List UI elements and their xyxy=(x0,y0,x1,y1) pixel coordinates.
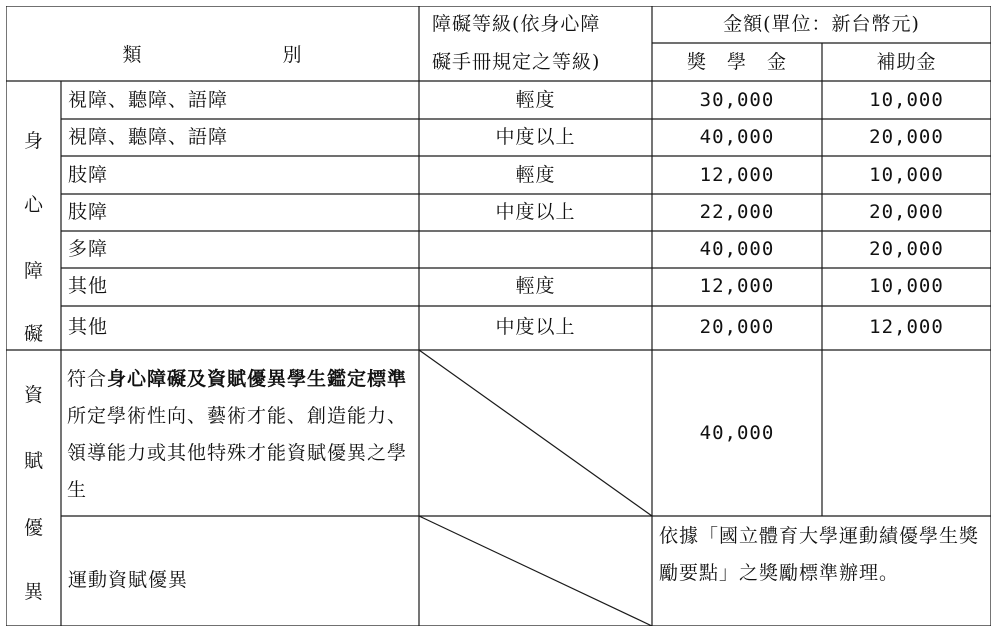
header-level-line2: 礙手冊規定之等級) xyxy=(432,51,601,73)
criteria-standard: 身心障礙及資賦優異學生鑑定標準 xyxy=(107,368,408,390)
criteria-suffix: 所定學術性向、藝術才能、創造能力、領導能力或其他特殊才能資賦優異之學生 xyxy=(67,405,408,501)
sports-gifted-category: 運動資賦優異 xyxy=(68,569,189,591)
header-amount: 金額(單位：新台幣元) xyxy=(723,13,920,35)
row-subsidy: 20,000 xyxy=(869,126,944,148)
row-category: 其他 xyxy=(68,316,109,338)
group-disability-label xyxy=(6,81,61,350)
group-gifted-label xyxy=(6,350,61,626)
row-subsidy: 10,000 xyxy=(869,164,944,186)
scholarship-table xyxy=(6,6,991,626)
header-level-line1: 障礙等級(依身心障 xyxy=(432,13,601,35)
row-category: 肢障 xyxy=(68,201,109,223)
group-char: 障 xyxy=(23,260,43,282)
group-char: 礙 xyxy=(23,323,43,345)
row-scholarship: 20,000 xyxy=(699,316,775,338)
row-category: 其他 xyxy=(68,275,109,297)
header-subsidy: 補助金 xyxy=(876,51,937,73)
gifted-criteria-text xyxy=(67,361,417,509)
sports-gifted-note: 依據「國立體育大學運動績優學生獎勵要點」之獎勵標準辦理。 xyxy=(659,525,980,584)
group-char: 賦 xyxy=(23,450,43,472)
row-subsidy: 10,000 xyxy=(869,275,944,297)
row-category: 多障 xyxy=(68,238,109,260)
group-char: 身 xyxy=(23,130,43,152)
row-category: 視障、聽障、語障 xyxy=(68,89,229,111)
group-char: 異 xyxy=(23,581,43,603)
row-category: 視障、聽障、語障 xyxy=(68,126,229,148)
row-scholarship: 40,000 xyxy=(699,126,775,148)
row-subsidy: 10,000 xyxy=(869,89,944,111)
row-level: 中度以上 xyxy=(495,316,576,338)
row-category: 肢障 xyxy=(68,164,109,186)
group-char: 資 xyxy=(23,384,43,406)
row-level: 中度以上 xyxy=(495,126,576,148)
row-level: 輕度 xyxy=(515,164,556,186)
row-scholarship: 12,000 xyxy=(699,275,775,297)
row-level: 輕度 xyxy=(515,89,556,111)
row-subsidy: 12,000 xyxy=(869,316,944,338)
row-subsidy: 20,000 xyxy=(869,238,944,260)
group-char: 心 xyxy=(23,194,43,216)
criteria-prefix: 符合 xyxy=(67,368,108,390)
group-char: 優 xyxy=(23,517,43,539)
row-scholarship: 40,000 xyxy=(699,238,775,260)
row-scholarship: 22,000 xyxy=(699,201,775,223)
gifted-scholarship: 40,000 xyxy=(699,422,775,444)
row-subsidy: 20,000 xyxy=(869,201,944,223)
row-level: 中度以上 xyxy=(495,201,576,223)
row-scholarship: 12,000 xyxy=(699,164,775,186)
row-level: 輕度 xyxy=(515,275,556,297)
row-scholarship: 30,000 xyxy=(699,89,775,111)
header-category: 類 別 xyxy=(122,44,303,66)
header-scholarship: 獎 學 金 xyxy=(686,51,787,73)
